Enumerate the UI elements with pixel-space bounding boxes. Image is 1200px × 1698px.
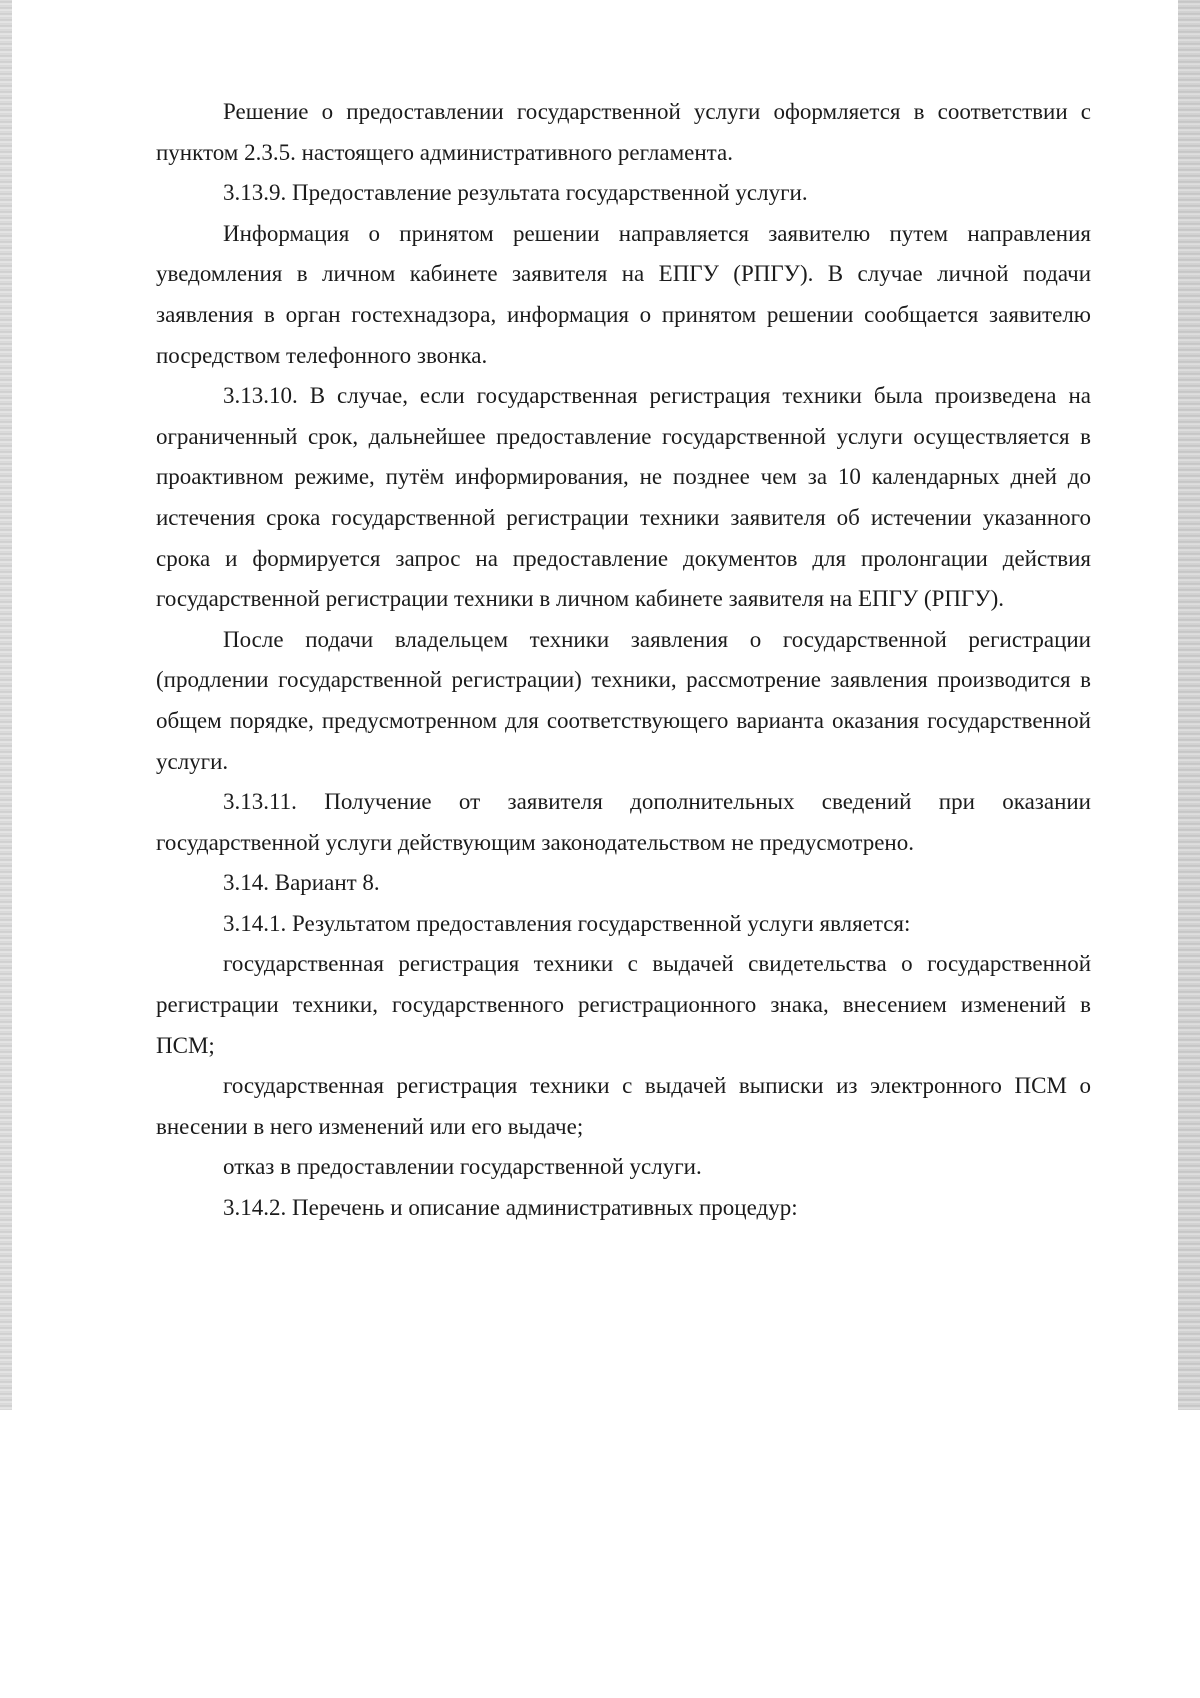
paragraph-3-14-1: 3.14.1. Результатом предоставления государственной услуги является: — [223, 910, 911, 936]
paragraph-3-14: 3.14. Вариант 8. — [223, 870, 380, 896]
paragraph-result-2: государственная регистрация техники с выдачей выписки из электронного ПСМ о внесении в него изменений или его выдаче; — [156, 1073, 1091, 1139]
scan-edge-right — [1178, 0, 1200, 1410]
document-page — [156, 92, 1091, 1229]
paragraph-result-1: государственная регистрация техники с выдачей свидетельства о государственной регистрации техники, государственного регистрационного знака, внесением изменений в ПСМ; — [156, 951, 1091, 1058]
paragraph-after-submission: После подачи владельцем техники заявления о государственной регистрации (продлении государственной регистрации) техники, рассмотрение заявления производится в общем порядке, предусмотренном для соответствующего варианта оказания государственной услуги. — [156, 626, 1091, 774]
scan-edge-left — [0, 0, 12, 1410]
paragraph-3-13-11: 3.13.11. Получение от заявителя дополнительных сведений при оказании государственной услуги действующим законодательством не предусмотрено. — [156, 789, 1091, 855]
paragraph-3-14-2: 3.14.2. Перечень и описание административных процедур: — [223, 1195, 798, 1221]
paragraph-decision: Решение о предоставлении государственной услуги оформляется в соответствии с пунктом 2.3.5. настоящего административного регламента. — [156, 99, 1091, 165]
paragraph-3-13-10: 3.13.10. В случае, если государственная регистрация техники была произведена на ограниченный срок, дальнейшее предоставление государственной услуги осуществляется в проактивном режиме, путём информирования, не позднее чем за 10 календарных дней до истечения срока государственной регистрации техники заявителя об истечении указанного срока и формируется запрос на предоставление документов для пролонгации действия государственной регистрации техники в личном кабинете заявителя на ЕПГУ (РПГУ). — [156, 383, 1091, 612]
paragraph-result-3: отказ в предоставлении государственной услуги. — [223, 1154, 702, 1180]
paragraph-information: Информация о принятом решении направляется заявителю путем направления уведомления в личном кабинете заявителя на ЕПГУ (РПГУ). В случае личной подачи заявления в орган гостехнадзора, информация о принятом решении сообщается заявителю посредством телефонного звонка. — [156, 220, 1091, 368]
paragraph-3-13-9: 3.13.9. Предоставление результата государственной услуги. — [223, 180, 808, 206]
